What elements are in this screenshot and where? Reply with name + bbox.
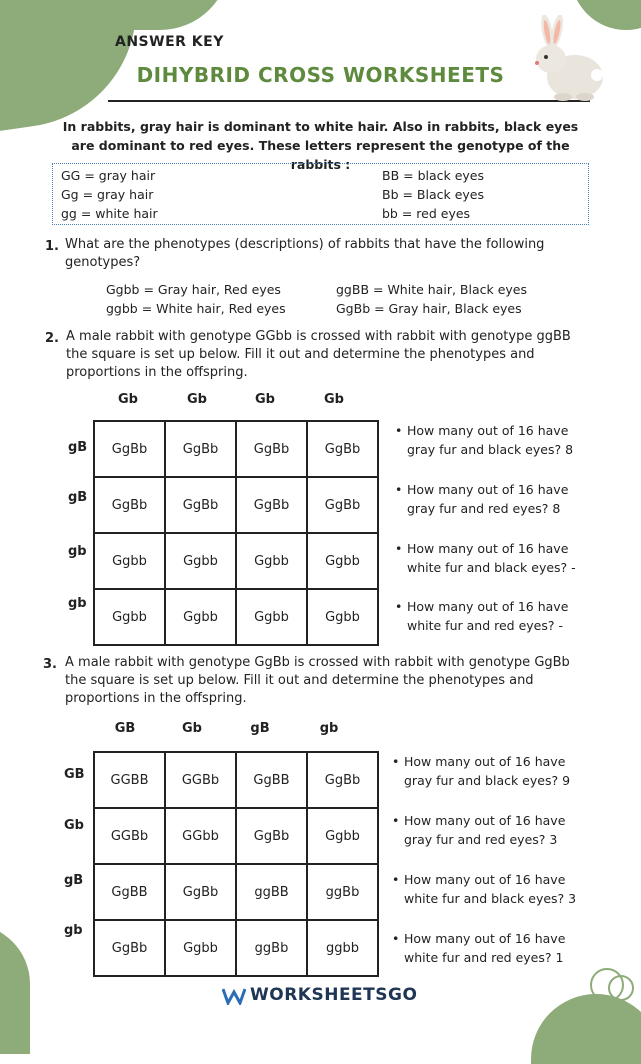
offspring-question xyxy=(392,811,604,849)
table-row xyxy=(94,477,378,533)
offspring-question-line: How many out of 16 have xyxy=(404,754,566,769)
rabbit-icon xyxy=(527,15,607,103)
page-title: DIHYBRID CROSS WORKSHEETS xyxy=(136,63,505,87)
punnett-cell: Ggbb xyxy=(165,920,236,976)
brand-name: WORKSHEETSGO xyxy=(250,985,418,1005)
bullet-icon: • xyxy=(392,813,400,828)
genotype-key-box xyxy=(52,163,589,225)
punnett-column-header: Gb xyxy=(255,392,275,407)
offspring-question-line: gray fur and red eyes? 8 xyxy=(407,501,561,516)
punnett-row-header: gB xyxy=(68,440,88,455)
punnett-cell: Ggbb xyxy=(307,589,378,645)
offspring-question-line: How many out of 16 have xyxy=(407,482,569,497)
question-line: A male rabbit with genotype GGbb is crossed with rabbit with genotype ggBB xyxy=(66,329,571,344)
phenotype-answer: GgBb = Gray hair, Black eyes xyxy=(336,301,522,316)
punnett-cell: Ggbb xyxy=(165,533,236,589)
key-item: GG = gray hair xyxy=(61,168,156,183)
table-row xyxy=(94,589,378,645)
table-row xyxy=(94,533,378,589)
bullet-icon: • xyxy=(395,541,403,556)
punnett-column-header: gB xyxy=(250,721,270,736)
punnett-row-header: GB xyxy=(64,767,85,782)
offspring-question-line: white fur and black eyes? 3 xyxy=(404,891,577,906)
question-line: proportions in the offspring. xyxy=(66,365,248,380)
key-item: bb = red eyes xyxy=(382,206,471,221)
punnett-cell: GgBb xyxy=(307,477,378,533)
punnett-cell: GGbb xyxy=(165,808,236,864)
offspring-question-line: gray fur and black eyes? 9 xyxy=(404,773,571,788)
decorative-blob-bottom-right xyxy=(531,994,641,1064)
punnett-row-header: gb xyxy=(68,544,87,559)
punnett-square-q3 xyxy=(93,751,379,977)
offspring-question-line: How many out of 16 have xyxy=(404,872,566,887)
question-number: 3. xyxy=(43,657,57,672)
punnett-row-header: gB xyxy=(68,490,88,505)
table-row xyxy=(94,920,378,976)
question-line: the square is set up below. Fill it out and determine the phenotypes and xyxy=(66,347,535,362)
worksheetsgo-logo-icon xyxy=(222,987,246,1005)
intro-text: In rabbits, gray hair is dominant to white hair. Also in rabbits, black eyes are dominant to red eyes. These letters represent the genotype of the rabbits : xyxy=(62,119,579,172)
offspring-question-line: How many out of 16 have xyxy=(407,541,569,556)
key-item: BB = black eyes xyxy=(382,168,485,183)
punnett-cell: GgBb xyxy=(236,477,307,533)
question-line: the square is set up below. Fill it out and determine the phenotypes and xyxy=(65,673,534,688)
punnett-cell: ggBb xyxy=(307,864,378,920)
punnett-cell: GGBb xyxy=(94,808,165,864)
bullet-icon: • xyxy=(395,482,403,497)
offspring-question-line: gray fur and red eyes? 3 xyxy=(404,832,558,847)
bullet-icon: • xyxy=(395,599,403,614)
question-line: What are the phenotypes (descriptions) of rabbits that have the following xyxy=(65,237,545,252)
punnett-cell: GgBb xyxy=(94,421,165,477)
offspring-question xyxy=(395,480,607,518)
phenotype-answer: ggbb = White hair, Red eyes xyxy=(106,301,286,316)
key-item: Bb = Black eyes xyxy=(382,187,485,202)
offspring-question-line: How many out of 16 have xyxy=(404,813,566,828)
question-text xyxy=(65,236,544,272)
decorative-ring-icon xyxy=(608,975,634,1001)
punnett-column-header: gb xyxy=(319,721,339,736)
punnett-cell: GgBb xyxy=(236,808,307,864)
offspring-question-line: How many out of 16 have xyxy=(407,599,569,614)
key-item: Gg = gray hair xyxy=(61,187,154,202)
punnett-column-header: Gb xyxy=(182,721,202,736)
phenotype-answer: Ggbb = Gray hair, Red eyes xyxy=(106,282,281,297)
decorative-blob-bottom-left xyxy=(0,924,30,1054)
offspring-question-line: white fur and red eyes? - xyxy=(407,618,563,633)
punnett-column-header: Gb xyxy=(118,392,138,407)
question-text xyxy=(66,328,571,382)
punnett-column-header: GB xyxy=(114,721,136,736)
punnett-square-q2 xyxy=(93,420,379,646)
punnett-cell: Ggbb xyxy=(94,533,165,589)
answer-key-label: ANSWER KEY xyxy=(115,34,224,50)
punnett-cell: ggBb xyxy=(236,920,307,976)
question-number: 2. xyxy=(45,331,59,346)
offspring-question xyxy=(395,539,607,577)
punnett-cell: GgBB xyxy=(94,864,165,920)
punnett-cell: GgBB xyxy=(236,752,307,808)
offspring-question xyxy=(392,870,604,908)
punnett-cell: Ggbb xyxy=(236,533,307,589)
question-line: A male rabbit with genotype GgBb is crossed with rabbit with genotype GgBb xyxy=(65,655,570,670)
punnett-column-header: Gb xyxy=(187,392,207,407)
punnett-cell: GgBb xyxy=(165,864,236,920)
offspring-question xyxy=(395,421,607,459)
phenotype-answer: ggBB = White hair, Black eyes xyxy=(336,282,527,297)
offspring-question-line: How many out of 16 have xyxy=(407,423,569,438)
punnett-cell: Ggbb xyxy=(165,589,236,645)
punnett-cell: GgBb xyxy=(94,920,165,976)
bullet-icon: • xyxy=(392,872,400,887)
punnett-cell: ggbb xyxy=(307,920,378,976)
punnett-cell: GgBb xyxy=(307,752,378,808)
bullet-icon: • xyxy=(392,931,400,946)
table-row xyxy=(94,421,378,477)
bullet-icon: • xyxy=(395,423,403,438)
question-line: genotypes? xyxy=(65,255,141,270)
table-row xyxy=(94,752,378,808)
punnett-cell: GgBb xyxy=(94,477,165,533)
punnett-cell: GGBB xyxy=(94,752,165,808)
punnett-cell: Ggbb xyxy=(236,589,307,645)
punnett-cell: GgBb xyxy=(307,421,378,477)
punnett-cell: GgBb xyxy=(236,421,307,477)
offspring-question xyxy=(395,597,607,635)
question-line: proportions in the offspring. xyxy=(65,691,247,706)
punnett-cell: GGBb xyxy=(165,752,236,808)
punnett-row-header: gB xyxy=(64,873,84,888)
punnett-cell: Ggbb xyxy=(94,589,165,645)
offspring-question xyxy=(392,929,604,967)
punnett-cell: ggBB xyxy=(236,864,307,920)
offspring-question-line: white fur and black eyes? - xyxy=(407,560,576,575)
offspring-question xyxy=(392,752,604,790)
punnett-cell: GgBb xyxy=(165,421,236,477)
offspring-question-line: gray fur and black eyes? 8 xyxy=(407,442,574,457)
question-text xyxy=(65,654,570,708)
table-row xyxy=(94,808,378,864)
table-row xyxy=(94,864,378,920)
punnett-cell: GgBb xyxy=(165,477,236,533)
key-item: gg = white hair xyxy=(61,206,158,221)
offspring-question-line: How many out of 16 have xyxy=(404,931,566,946)
punnett-row-header: Gb xyxy=(64,818,84,833)
offspring-question-line: white fur and red eyes? 1 xyxy=(404,950,564,965)
bullet-icon: • xyxy=(392,754,400,769)
punnett-row-header: gb xyxy=(68,596,87,611)
punnett-cell: Ggbb xyxy=(307,533,378,589)
punnett-column-header: Gb xyxy=(324,392,344,407)
punnett-cell: Ggbb xyxy=(307,808,378,864)
title-divider xyxy=(108,100,590,102)
question-number: 1. xyxy=(45,239,59,254)
punnett-row-header: gb xyxy=(64,923,83,938)
